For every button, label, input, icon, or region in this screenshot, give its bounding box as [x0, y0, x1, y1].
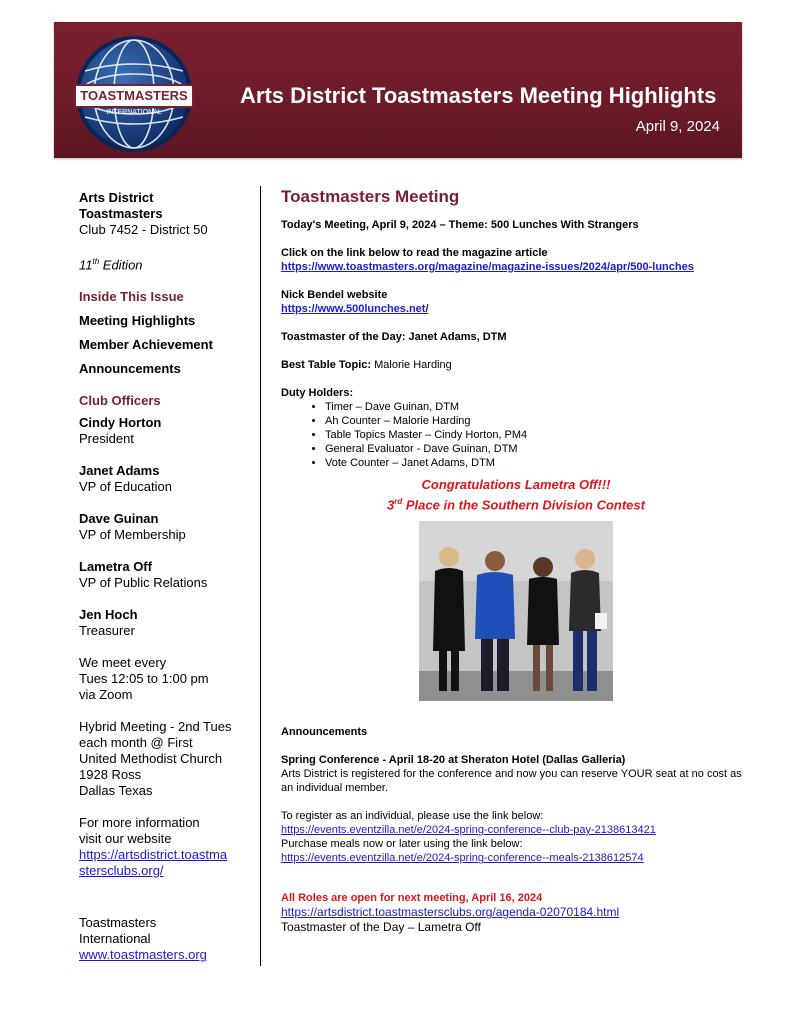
article-instruction: Click on the link below to read the magazine article [281, 247, 548, 259]
page-date: April 9, 2024 [635, 118, 720, 135]
hybrid-meeting-info: Hybrid Meeting - 2nd Tues each month @ First United Methodist Church 1928 Ross Dallas Texas [79, 719, 232, 799]
meals-instruction: Purchase meals now or later using the link below: [281, 838, 523, 851]
club-website-link[interactable]: https://artsdistrict.toastma stersclubs.org/ [79, 847, 228, 879]
list-item: • Vote Counter – Janet Adams, DTM [325, 456, 751, 470]
list-item: • General Evaluator - Dave Guinan, DTM [325, 442, 751, 456]
list-item: • Table Topics Master – Cindy Horton, PM4 [325, 428, 751, 442]
club-number: Club 7452 - District 50 [79, 222, 208, 237]
roles-open-notice: All Roles are open for next meeting, April 16, 2024 [281, 892, 543, 905]
toastmaster-of-day: Toastmaster of the Day: Janet Adams, DTM [281, 331, 507, 343]
inside-item: Announcements [79, 361, 181, 377]
main-content [281, 187, 751, 935]
svg-text:INTERNATIONAL: INTERNATIONAL [106, 109, 162, 116]
nick-bendel-label: Nick Bendel website [281, 289, 388, 301]
list-item: • Ah Counter – Malorie Harding [325, 414, 751, 428]
spring-conference-desc: Arts District is registered for the conference and now you can reserve YOUR seat at no cost as an individual member. [281, 768, 742, 795]
page-title: Arts District Toastmasters Meeting Highlights [240, 83, 717, 108]
inside-issue-heading: Inside This Issue [79, 289, 184, 305]
officer: Jen Hoch Treasurer [79, 607, 138, 639]
meals-link[interactable]: https://events.eventzilla.net/e/2024-spring-conference--meals-2138612574 [281, 852, 644, 865]
officer: Cindy Horton President [79, 415, 162, 447]
ti-label: Toastmasters International [79, 915, 157, 947]
register-instruction: To register as an individual, please use the link below: [281, 810, 544, 823]
edition: 11th Edition [79, 257, 143, 273]
toastmasters-logo [73, 33, 195, 155]
more-info: For more information visit our website [79, 815, 200, 847]
sidebar [79, 190, 251, 963]
contest-photo [419, 521, 613, 701]
officers-heading: Club Officers [79, 393, 161, 409]
svg-text:TOASTMASTERS: TOASTMASTERS [80, 88, 188, 103]
officer: Lametra Off VP of Public Relations [79, 559, 208, 591]
nick-bendel-link[interactable]: https://www.500lunches.net/ [281, 303, 429, 315]
congratulations-banner: Congratulations Lametra Off!!! 3rd Place in the Southern Division Contest [387, 477, 645, 513]
inside-item: Member Achievement [79, 337, 213, 353]
register-link[interactable]: https://events.eventzilla.net/e/2024-spring-conference--club-pay-2138613421 [281, 824, 656, 837]
next-toastmaster-of-day: Toastmaster of the Day – Lametra Off [281, 920, 481, 935]
duty-holders-label: Duty Holders: [281, 387, 354, 399]
best-table-topic: Best Table Topic: Malorie Harding [281, 359, 452, 371]
column-divider [260, 186, 261, 966]
officer: Janet Adams VP of Education [79, 463, 172, 495]
agenda-link[interactable]: https://artsdistrict.toastmastersclubs.org/agenda-02070184.html [281, 905, 620, 920]
officer: Dave Guinan VP of Membership [79, 511, 186, 543]
magazine-article-link[interactable]: https://www.toastmasters.org/magazine/magazine-issues/2024/apr/500-lunches [281, 261, 694, 273]
announcements-heading: Announcements [281, 726, 368, 739]
today-meeting: Today's Meeting, April 9, 2024 – Theme: 500 Lunches With Strangers [281, 219, 639, 231]
meeting-schedule: We meet every Tues 12:05 to 1:00 pm via Zoom [79, 655, 209, 703]
toastmasters-website-link[interactable]: www.toastmasters.org [79, 947, 207, 963]
section-heading: Toastmasters Meeting [281, 187, 460, 206]
inside-item: Meeting Highlights [79, 313, 196, 329]
club-name: Arts District Toastmasters [79, 190, 163, 221]
list-item: • Timer – Dave Guinan, DTM [325, 400, 751, 414]
spring-conference-title: Spring Conference - April 18-20 at Sheraton Hotel (Dallas Galleria) [281, 754, 626, 767]
duty-holders-list [281, 400, 751, 470]
